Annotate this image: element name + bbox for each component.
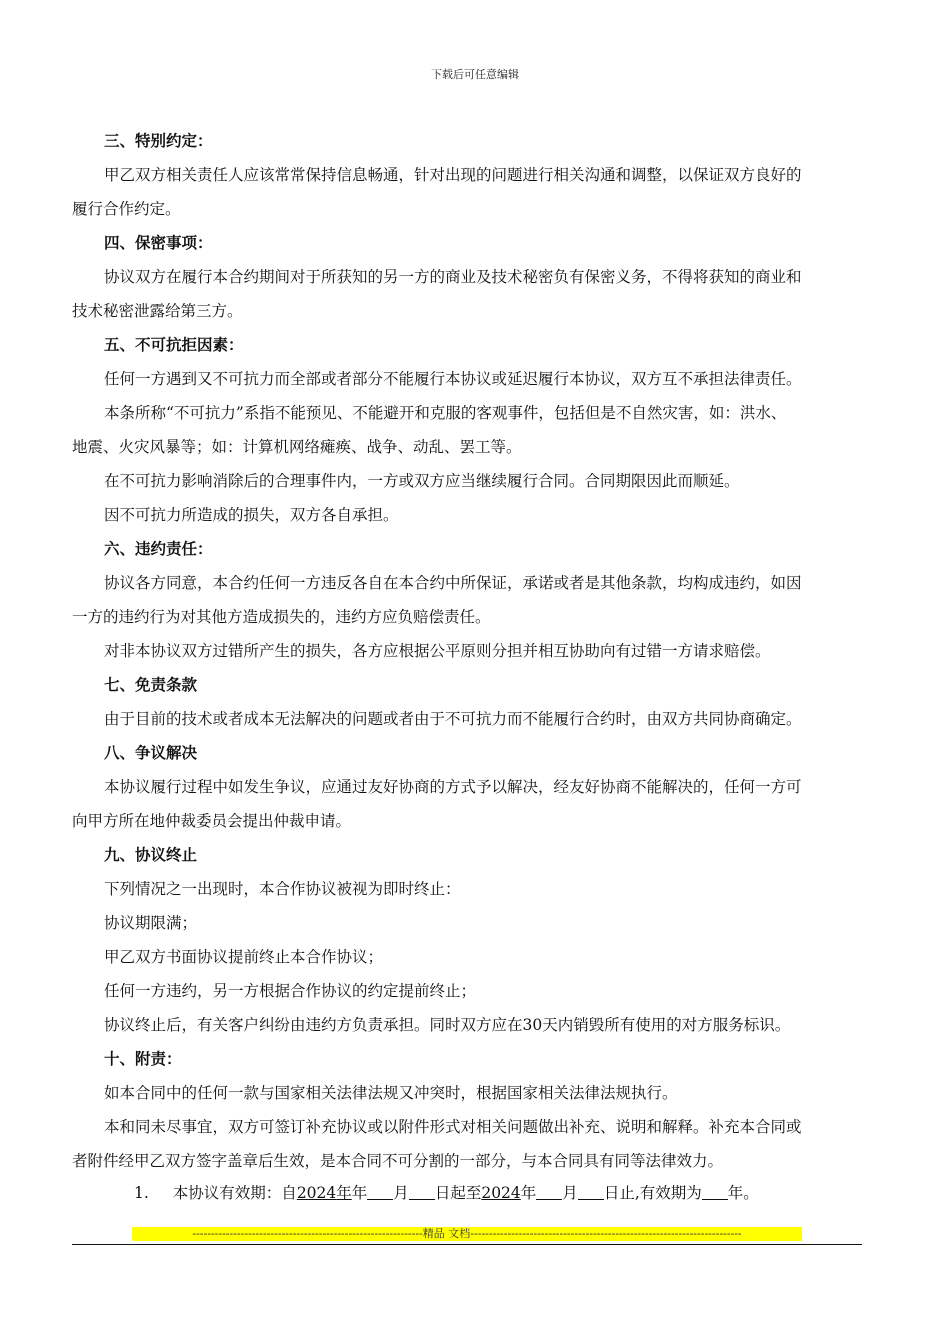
paragraph-line: 者附件经甲乙双方签字盖章后生效，是本合同不可分割的一部分，与本合同具有同等法律效力。 bbox=[72, 1152, 724, 1170]
blank-start-day bbox=[409, 1185, 435, 1200]
footer-highlight-band: --------------------------------------------------------------精品 文档------------------------------------------------------------------------- bbox=[132, 1227, 802, 1241]
period-prefix: 有效期为 bbox=[639, 1184, 702, 1202]
paragraph-line: 任何一方违约，另一方根据合作协议的约定提前终止； bbox=[104, 982, 477, 1000]
paragraph-line: 地震、火灾风暴等；如：计算机网络瘫痪、战争、动乱、罢工等。 bbox=[72, 438, 522, 456]
paragraph-line: 技术秘密泄露给第三方。 bbox=[72, 302, 243, 320]
end-year: 2024 bbox=[481, 1184, 521, 1202]
start-year-char: 年 bbox=[336, 1184, 352, 1202]
paragraph-line: 在不可抗力影响消除后的合理事件内，一方或双方应当继续履行合同。合同期限因此而顺延。 bbox=[104, 472, 740, 490]
paragraph-line: 任何一方遇到又不可抗力而全部或者部分不能履行本协议或延迟履行本协议，双方互不承担法律责任。 bbox=[104, 370, 802, 388]
end-year-char: 年 bbox=[520, 1184, 537, 1202]
end-month-char: 月 bbox=[562, 1184, 578, 1202]
blank-period bbox=[702, 1185, 728, 1200]
paragraph-line: 本协议履行过程中如发生争议，应通过友好协商的方式予以解决，经友好协商不能解决的，任何一方可 bbox=[104, 778, 802, 796]
paragraph-line: 甲乙双方相关责任人应该常常保持信息畅通，针对出现的问题进行相关沟通和调整，以保证双方良好的 bbox=[104, 166, 802, 184]
paragraph-line: 本条所称“不可抗力”系指不能预见、不能避开和克服的客观事件，包括但是不自然灾害，如：洪水、 bbox=[104, 404, 787, 422]
day-end-char: 日止, bbox=[603, 1184, 640, 1202]
paragraph-line: 如本合同中的任何一款与国家相关法律法规又冲突时，根据国家相关法律法规执行。 bbox=[104, 1084, 678, 1102]
blank-start-month bbox=[367, 1185, 393, 1200]
paragraph-line: 甲乙双方书面协议提前终止本合作协议； bbox=[104, 948, 384, 966]
contract-body bbox=[72, 124, 862, 1178]
footer-divider bbox=[72, 1244, 862, 1245]
section-heading: 七、免责条款 bbox=[104, 675, 198, 694]
section-heading: 三、特别约定： bbox=[104, 131, 213, 150]
blank-end-month bbox=[536, 1185, 562, 1200]
paragraph-line: 对非本协议双方过错所产生的损失，各方应根据公平原则分担并相互协助向有过错一方请求赔偿。 bbox=[104, 642, 771, 660]
blank-end-day bbox=[578, 1185, 604, 1200]
paragraph-line: 下列情况之一出现时，本合作协议被视为即时终止： bbox=[104, 880, 461, 898]
page-header-note: 下载后可任意编辑 bbox=[431, 68, 519, 81]
paragraph-line: 协议各方同意，本合约任何一方违反各自在本合约中所保证，承诺或者是其他条款，均构成违约，如因 bbox=[104, 574, 802, 592]
validity-prefix: 本协议有效期：自 bbox=[172, 1184, 297, 1202]
section-heading: 五、不可抗拒因素： bbox=[104, 335, 244, 354]
paragraph-line: 履行合作约定。 bbox=[72, 200, 181, 218]
year-char: 年 bbox=[351, 1184, 368, 1202]
paragraph-line: 因不可抗力所造成的损失，双方各自承担。 bbox=[104, 506, 399, 524]
section-heading: 六、违约责任： bbox=[104, 539, 213, 558]
paragraph-line: 由于目前的技术或者成本无法解决的问题或者由于不可抗力而不能履行合约时，由双方共同协商确定。 bbox=[104, 710, 802, 728]
period-suffix: 年。 bbox=[727, 1184, 759, 1202]
section-heading: 十、附责： bbox=[104, 1049, 182, 1068]
paragraph-line: 向甲方所在地仲裁委员会提出仲裁申请。 bbox=[72, 812, 352, 830]
paragraph-line: 本和同未尽事宜，双方可签订补充协议或以附件形式对相关问题做出补充、说明和解释。补充本合同或 bbox=[104, 1118, 802, 1136]
paragraph-line: 协议终止后，有关客户纠纷由违约方负责承担。同时双方应在30天内销毁所有使用的对方服务标识。 bbox=[104, 1016, 791, 1034]
day-start-char: 日起至 bbox=[434, 1184, 482, 1202]
paragraph-line: 协议双方在履行本合约期间对于所获知的另一方的商业及技术秘密负有保密义务，不得将获知的商业和 bbox=[104, 268, 802, 286]
month-char: 月 bbox=[393, 1184, 409, 1202]
start-year: 2024 bbox=[296, 1184, 337, 1202]
section-heading: 九、协议终止 bbox=[104, 845, 198, 864]
section-heading: 八、争议解决 bbox=[104, 743, 198, 762]
paragraph-line: 一方的违约行为对其他方造成损失的，违约方应负赔偿责任。 bbox=[72, 608, 491, 626]
paragraph-line: 协议期限满； bbox=[104, 914, 198, 932]
section-heading: 四、保密事项： bbox=[104, 233, 213, 252]
validity-clause bbox=[134, 1178, 759, 1208]
clause-number: 1. bbox=[134, 1184, 149, 1202]
